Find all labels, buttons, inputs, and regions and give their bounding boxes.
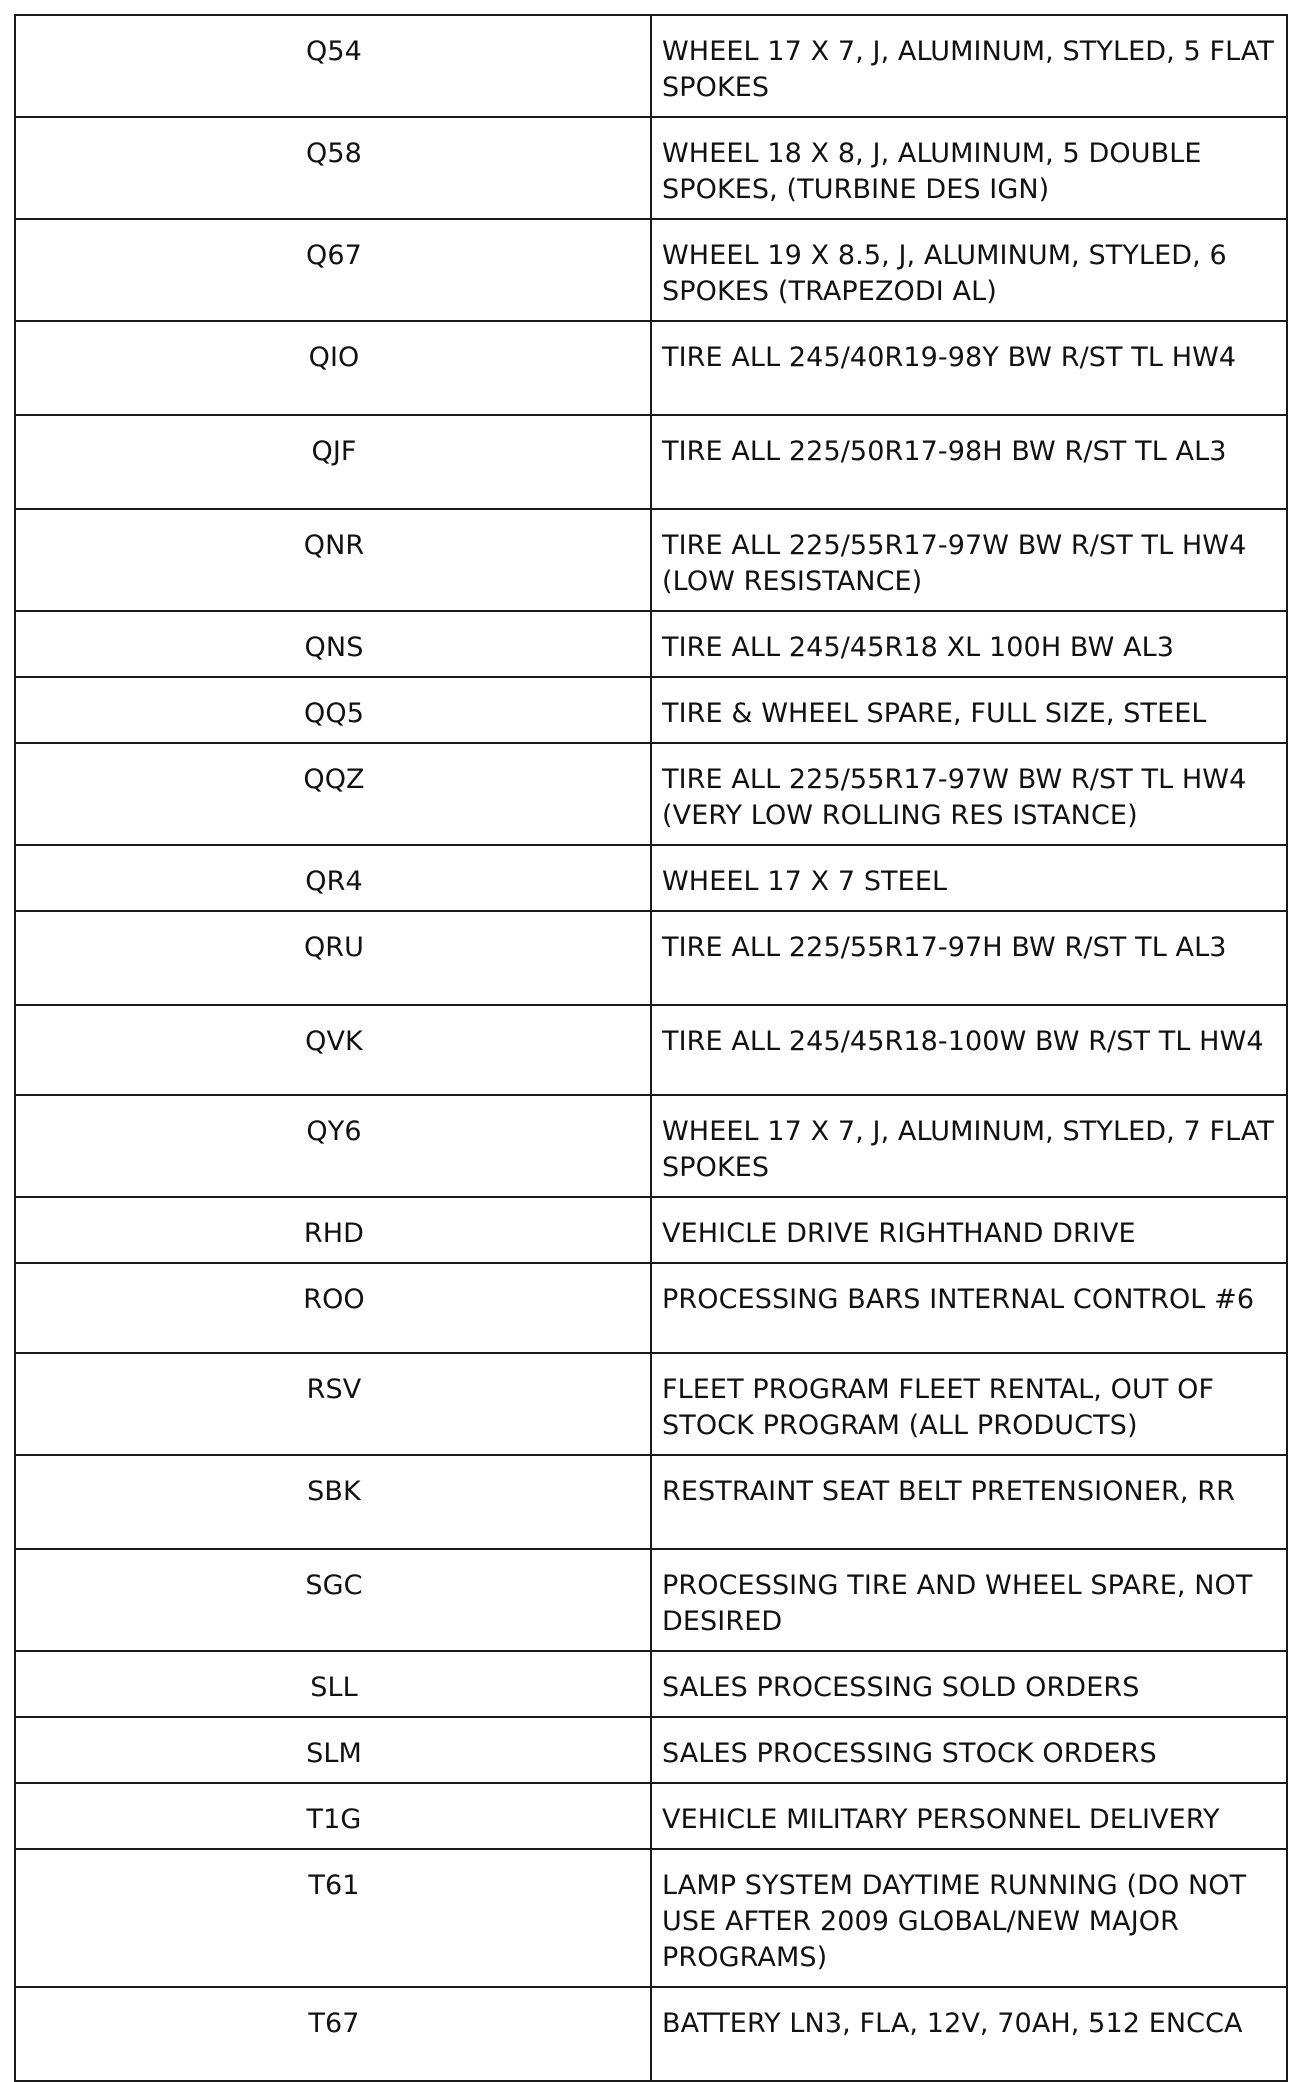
option-code-cell: Q67 — [15, 219, 651, 321]
option-description-cell: WHEEL 17 X 7, J, ALUMINUM, STYLED, 5 FLAT SPOKES — [651, 15, 1287, 117]
table-row — [15, 1651, 1287, 1717]
option-code-cell: QRU — [15, 911, 651, 1005]
table-row — [15, 677, 1287, 743]
option-description-cell: TIRE ALL 225/50R17-98H BW R/ST TL AL3 — [651, 415, 1287, 509]
option-description-cell: WHEEL 17 X 7 STEEL — [651, 845, 1287, 911]
option-description-cell: TIRE ALL 245/45R18 XL 100H BW AL3 — [651, 611, 1287, 677]
option-code-cell: Q58 — [15, 117, 651, 219]
option-description-cell: WHEEL 18 X 8, J, ALUMINUM, 5 DOUBLE SPOKES, (TURBINE DES IGN) — [651, 117, 1287, 219]
option-code-cell: QVK — [15, 1005, 651, 1095]
table-row — [15, 415, 1287, 509]
option-description-cell: VEHICLE DRIVE RIGHTHAND DRIVE — [651, 1197, 1287, 1263]
option-code-cell: QNR — [15, 509, 651, 611]
table-row — [15, 611, 1287, 677]
option-description-cell: TIRE ALL 245/45R18-100W BW R/ST TL HW4 — [651, 1005, 1287, 1095]
table-row — [15, 117, 1287, 219]
option-code-cell: T67 — [15, 1987, 651, 2081]
table-row — [15, 1263, 1287, 1353]
option-code-cell: QQ5 — [15, 677, 651, 743]
table-row — [15, 1197, 1287, 1263]
option-description-cell: TIRE ALL 245/40R19-98Y BW R/ST TL HW4 — [651, 321, 1287, 415]
option-code-cell: QIO — [15, 321, 651, 415]
option-description-cell: TIRE & WHEEL SPARE, FULL SIZE, STEEL — [651, 677, 1287, 743]
table-row — [15, 219, 1287, 321]
table-row — [15, 1095, 1287, 1197]
option-code-cell: SLM — [15, 1717, 651, 1783]
table-row — [15, 1455, 1287, 1549]
option-description-cell: LAMP SYSTEM DAYTIME RUNNING (DO NOT USE AFTER 2009 GLOBAL/NEW MAJOR PROGRAMS) — [651, 1849, 1287, 1987]
table-row — [15, 1783, 1287, 1849]
table-row — [15, 911, 1287, 1005]
table-row — [15, 15, 1287, 117]
option-code-table-body — [15, 15, 1287, 2081]
option-code-cell: QJF — [15, 415, 651, 509]
table-row — [15, 1005, 1287, 1095]
option-code-cell: QQZ — [15, 743, 651, 845]
option-description-cell: SALES PROCESSING STOCK ORDERS — [651, 1717, 1287, 1783]
option-code-cell: QR4 — [15, 845, 651, 911]
table-row — [15, 321, 1287, 415]
table-row — [15, 1549, 1287, 1651]
option-description-cell: WHEEL 17 X 7, J, ALUMINUM, STYLED, 7 FLAT SPOKES — [651, 1095, 1287, 1197]
option-code-cell: QY6 — [15, 1095, 651, 1197]
option-description-cell: BATTERY LN3, FLA, 12V, 70AH, 512 ENCCA — [651, 1987, 1287, 2081]
option-description-cell: TIRE ALL 225/55R17-97W BW R/ST TL HW4 (LOW RESISTANCE) — [651, 509, 1287, 611]
option-code-cell: RHD — [15, 1197, 651, 1263]
option-code-cell: T61 — [15, 1849, 651, 1987]
table-row — [15, 845, 1287, 911]
option-description-cell: RESTRAINT SEAT BELT PRETENSIONER, RR — [651, 1455, 1287, 1549]
option-code-cell: QNS — [15, 611, 651, 677]
table-row — [15, 1717, 1287, 1783]
option-description-cell: SALES PROCESSING SOLD ORDERS — [651, 1651, 1287, 1717]
table-row — [15, 1849, 1287, 1987]
table-row — [15, 509, 1287, 611]
option-code-cell: T1G — [15, 1783, 651, 1849]
table-row — [15, 1987, 1287, 2081]
option-description-cell: PROCESSING BARS INTERNAL CONTROL #6 — [651, 1263, 1287, 1353]
option-code-cell: RSV — [15, 1353, 651, 1455]
option-code-cell: ROO — [15, 1263, 651, 1353]
option-code-table — [14, 14, 1288, 2082]
table-row — [15, 1353, 1287, 1455]
option-description-cell: WHEEL 19 X 8.5, J, ALUMINUM, STYLED, 6 SPOKES (TRAPEZODI AL) — [651, 219, 1287, 321]
option-code-cell: SLL — [15, 1651, 651, 1717]
table-row — [15, 743, 1287, 845]
option-description-cell: TIRE ALL 225/55R17-97H BW R/ST TL AL3 — [651, 911, 1287, 1005]
option-code-cell: Q54 — [15, 15, 651, 117]
option-description-cell: TIRE ALL 225/55R17-97W BW R/ST TL HW4 (VERY LOW ROLLING RES ISTANCE) — [651, 743, 1287, 845]
option-code-cell: SBK — [15, 1455, 651, 1549]
option-description-cell: VEHICLE MILITARY PERSONNEL DELIVERY — [651, 1783, 1287, 1849]
option-description-cell: FLEET PROGRAM FLEET RENTAL, OUT OF STOCK PROGRAM (ALL PRODUCTS) — [651, 1353, 1287, 1455]
option-code-cell: SGC — [15, 1549, 651, 1651]
option-description-cell: PROCESSING TIRE AND WHEEL SPARE, NOT DESIRED — [651, 1549, 1287, 1651]
